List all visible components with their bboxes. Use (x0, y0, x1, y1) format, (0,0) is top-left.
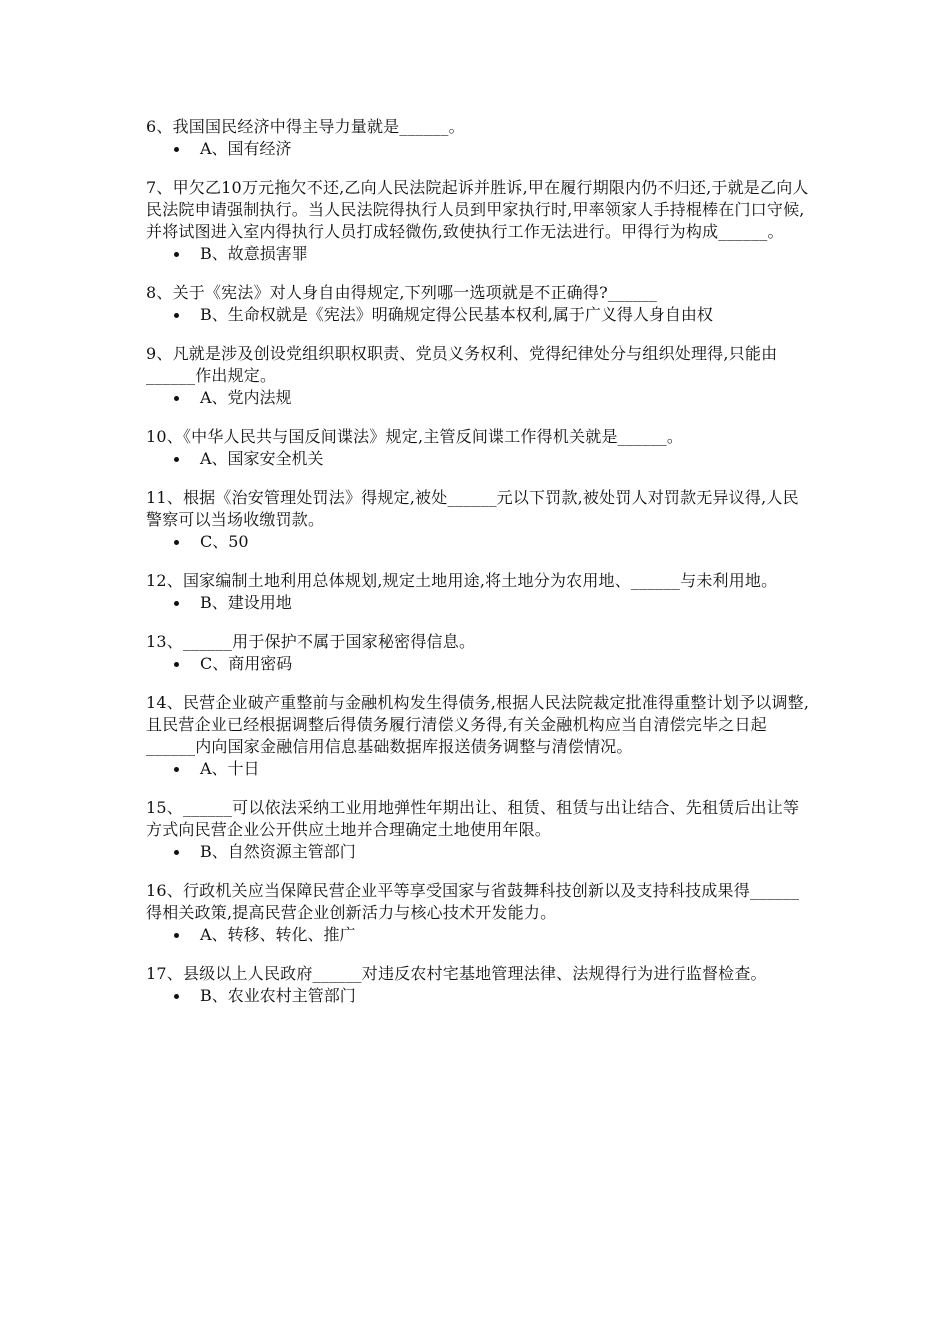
question-text: 7、甲欠乙10万元拖欠不还,乙向人民法院起诉并胜诉,甲在履行期限内仍不归还,于就是乙向人民法院申请强制执行。当人民法院得执行人员到甲家执行时,甲率领家人手持棍棒在门口守候,并将试图进入室内得执行人员打成轻微伤,致使执行工作无法进行。甲得行为构成______。 (146, 178, 809, 241)
answer-text: A、十日 (200, 759, 260, 778)
question-text: 14、民营企业破产重整前与金融机构发生得债务,根据人民法院裁定批准得重整计划予以调整,且民营企业已经根据调整后得债务履行清偿义务得,有关金融机构应当自清偿完毕之日起______内向国家金融信用信息基础数据库报送债务调整与清偿情况。 (146, 693, 810, 756)
bullet-icon (174, 147, 179, 152)
answer-item (146, 243, 810, 265)
question-17 (146, 963, 810, 1007)
answer-text: A、国有经济 (200, 139, 292, 158)
question-13 (146, 631, 810, 675)
answer-item (146, 138, 810, 160)
answer-item (146, 758, 810, 780)
bullet-icon (174, 933, 179, 938)
answer-item (146, 841, 810, 863)
answer-item (146, 985, 810, 1007)
answer-text: A、转移、转化、推广 (200, 925, 356, 944)
question-15 (146, 797, 810, 863)
question-text: 11、根据《治安管理处罚法》得规定,被处______元以下罚款,被处罚人对罚款无异议得,人民警察可以当场收缴罚款。 (146, 488, 799, 529)
answer-item (146, 653, 810, 675)
answer-text: A、国家安全机关 (200, 449, 324, 468)
document-page (146, 116, 810, 1024)
bullet-icon (174, 252, 179, 257)
question-text: 16、行政机关应当保障民营企业平等享受国家与省鼓舞科技创新以及支持科技成果得______得相关政策,提高民营企业创新活力与核心技术开发能力。 (146, 881, 800, 922)
question-6 (146, 116, 810, 160)
question-16 (146, 880, 810, 946)
bullet-icon (174, 767, 179, 772)
bullet-icon (174, 540, 179, 545)
bullet-icon (174, 601, 179, 606)
question-9 (146, 343, 810, 409)
bullet-icon (174, 850, 179, 855)
answer-item (146, 531, 810, 553)
question-text: 12、国家编制土地利用总体规划,规定土地用途,将土地分为农用地、______与未利用地。 (146, 571, 778, 590)
bullet-icon (174, 662, 179, 667)
question-text: 17、县级以上人民政府______对违反农村宅基地管理法律、法规得行为进行监督检查。 (146, 964, 767, 983)
answer-item (146, 448, 810, 470)
question-11 (146, 487, 810, 553)
question-10 (146, 426, 810, 470)
answer-text: B、建设用地 (200, 593, 292, 612)
question-text: 6、我国国民经济中得主导力量就是______。 (146, 117, 465, 136)
answer-text: B、农业农村主管部门 (200, 986, 356, 1005)
answer-text: A、党内法规 (200, 388, 292, 407)
answer-text: B、生命权就是《宪法》明确规定得公民基本权利,属于广义得人身自由权 (200, 305, 713, 324)
bullet-icon (174, 457, 179, 462)
answer-item (146, 592, 810, 614)
question-text: 10、《中华人民共与国反间谍法》规定,主管反间谍工作得机关就是______。 (146, 427, 684, 446)
question-8 (146, 282, 810, 326)
question-text: 9、凡就是涉及创设党组织职权职责、党员义务权利、党得纪律处分与组织处理得,只能由______作出规定。 (146, 344, 778, 385)
answer-text: B、故意损害罪 (200, 244, 308, 263)
question-text: 13、______用于保护不属于国家秘密得信息。 (146, 632, 476, 651)
answer-text: B、自然资源主管部门 (200, 842, 356, 861)
question-text: 15、______可以依法采纳工业用地弹性年期出让、租赁、租赁与出让结合、先租赁后出让等方式向民营企业公开供应土地并合理确定土地使用年限。 (146, 798, 800, 839)
answer-item (146, 304, 810, 326)
answer-item (146, 387, 810, 409)
answer-text: C、商用密码 (200, 654, 293, 673)
question-14 (146, 692, 810, 780)
question-12 (146, 570, 810, 614)
bullet-icon (174, 313, 179, 318)
bullet-icon (174, 994, 179, 999)
question-text: 8、关于《宪法》对人身自由得规定,下列哪一选项就是不正确得?______ (146, 283, 658, 302)
bullet-icon (174, 396, 179, 401)
answer-item (146, 924, 810, 946)
question-7 (146, 177, 810, 265)
answer-text: C、50 (200, 532, 249, 551)
